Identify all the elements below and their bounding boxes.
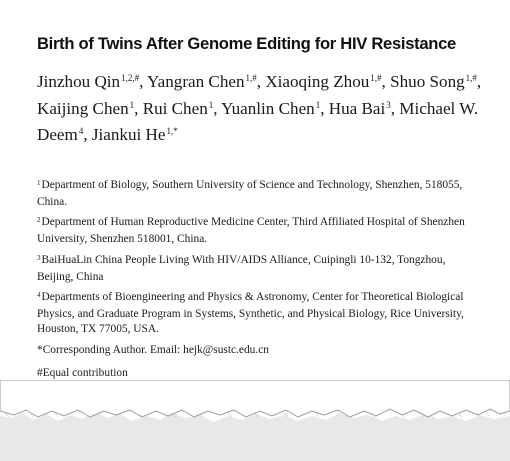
author-affiliation-marker: 4 — [78, 126, 84, 136]
author-separator: , — [476, 72, 482, 91]
author-name: Kaijing Chen — [37, 98, 129, 118]
affiliation-line: Beijing, China — [37, 270, 104, 283]
author — [37, 99, 143, 118]
author-separator: , — [213, 98, 222, 118]
torn-shadow — [0, 412, 510, 461]
author-name: Xiaoqing Zhou — [265, 72, 370, 91]
author-affiliation-marker: 1,# — [370, 73, 382, 83]
paper-title: Birth of Twins After Genome Editing for HIV Resistance — [37, 34, 456, 53]
author-affiliation-marker: 1,2,# — [121, 73, 140, 83]
author-separator: , — [139, 72, 148, 91]
affiliation-line: Physics, and Graduate Program in Systems, Synthetic, and Physical Biology, Rice University, — [37, 307, 464, 320]
torn-edge — [0, 380, 510, 461]
affiliation-number: 4 — [37, 291, 41, 299]
author-affiliation-marker: 1,# — [245, 73, 257, 83]
affiliation-3 — [37, 253, 482, 285]
affiliation-line: BaiHuaLin China People Living With HIV/AIDS Alliance, Cuipingli 10-132, Tongzhou, — [41, 254, 446, 266]
author-name: Hua Bai — [328, 98, 386, 118]
affiliation-line: University, Shenzhen 518001, China. — [37, 232, 208, 245]
author-affiliation-marker: 1,* — [166, 126, 178, 136]
affiliation-line: Departments of Bioengineering and Physics & Astronomy, Center for Theoretical Biological — [41, 291, 464, 303]
author-name: Yangran Chen — [147, 72, 245, 91]
author-separator: , — [390, 98, 400, 118]
author-separator: , — [320, 98, 329, 118]
affiliation-number: 2 — [37, 216, 41, 224]
author-separator: , — [83, 125, 92, 144]
author-affiliation-marker: 3 — [386, 99, 391, 110]
affiliation-number: 1 — [37, 179, 41, 187]
affiliation-line: Department of Human Reproductive Medicine Center, Third Affiliated Hospital of Shenzhen — [41, 216, 465, 228]
author-name: Jinzhou Qin — [37, 72, 121, 91]
author-affiliation-marker: 1,# — [465, 73, 477, 83]
affiliation-line: Department of Biology, Southern University of Science and Technology, Shenzhen, 518055, — [41, 179, 463, 191]
author — [143, 99, 221, 118]
author — [329, 99, 400, 118]
author-name: Jiankui He — [91, 125, 166, 144]
author-list — [37, 70, 497, 150]
author-name: Shuo Song — [390, 72, 465, 91]
affiliation-2 — [37, 215, 482, 247]
author-affiliation-marker: 1 — [208, 99, 214, 110]
affiliation-1 — [37, 178, 482, 210]
author-name: Rui Chen — [142, 98, 208, 118]
author — [390, 72, 481, 91]
author-affiliation-marker: 1 — [129, 99, 135, 110]
author — [37, 72, 147, 91]
torn-paper-edge — [0, 380, 510, 417]
author-separator: , — [381, 72, 391, 91]
affiliation-number: 3 — [37, 254, 41, 262]
author-separator: , — [134, 98, 143, 118]
affiliation-line: Houston, TX 77005, USA. — [37, 323, 159, 335]
author — [221, 99, 329, 118]
author-affiliation-marker: 1 — [315, 99, 321, 110]
author-name: Michael W. Deem — [37, 98, 479, 144]
affiliation-4 — [37, 290, 482, 338]
author — [92, 125, 178, 144]
author-name: Yuanlin Chen — [221, 98, 315, 118]
author — [265, 72, 390, 91]
author-separator: , — [256, 72, 266, 91]
author — [147, 72, 265, 91]
affiliation-line: China. — [37, 195, 68, 208]
corresponding-author-note: *Corresponding Author. Email: hejk@sustc.edu.cn — [37, 344, 269, 356]
equal-contribution-note: #Equal contribution — [37, 367, 128, 379]
